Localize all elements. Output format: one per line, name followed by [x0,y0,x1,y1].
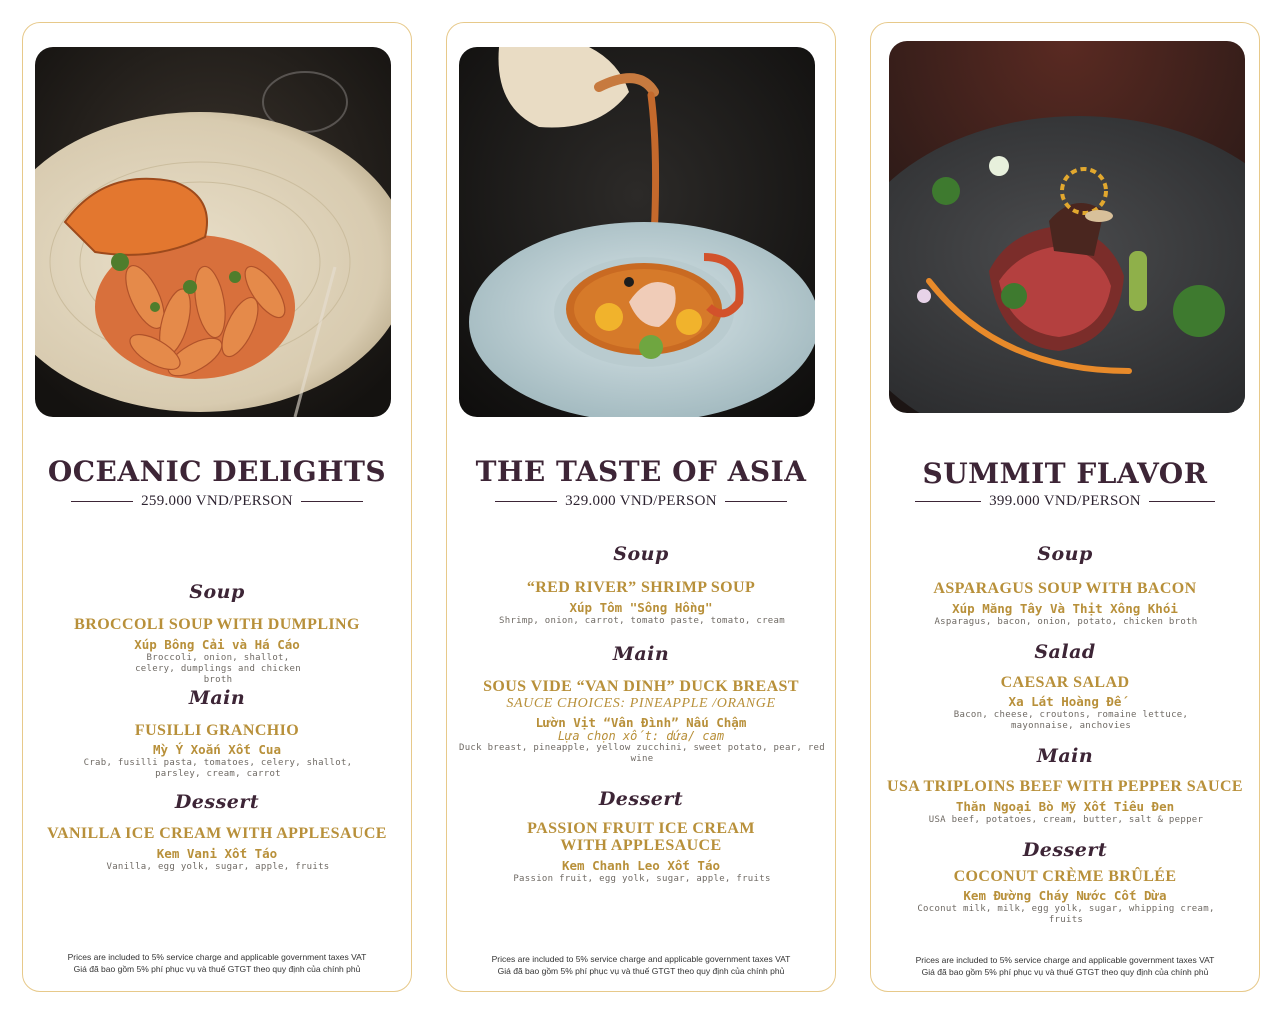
price-note [447,953,835,977]
dish-name-vn: Kem Đường Cháy Nước Cốt Dừa [963,888,1167,903]
price-note-en: Prices are included to 5% service charge and applicable government taxes VAT [915,955,1215,965]
course-label-main: Main [1036,745,1094,767]
price-note [871,954,1259,978]
dish-name-en: BROCCOLI SOUP WITH DUMPLING [74,616,360,633]
menu-card-taste-of-asia [446,22,836,992]
course-label-soup: Soup [189,581,245,603]
course-label-soup: Soup [613,543,669,565]
dish-name-en: USA TRIPLOINS BEEF WITH PEPPER SAUCE [887,778,1243,795]
dish-ingredients: Vanilla, egg yolk, sugar, apple, fruits [106,862,330,872]
divider-line [301,501,363,503]
dish-name-vn: Lườn Vịt “Vân Đình” Nấu Chậm [535,715,747,730]
dish-name-vn: Thăn Ngoại Bò Mỹ Xốt Tiêu Đen [955,799,1175,814]
price-note [23,951,411,975]
course-label-main: Main [612,643,670,665]
menu-price: 329.000 VND/PERSON [565,493,717,509]
dish-name-vn: Kem Chanh Leo Xốt Táo [561,858,721,873]
course-label-dessert: Dessert [598,788,684,810]
dish-ingredients: Asparagus, bacon, onion, potato, chicken broth [934,617,1198,627]
menu-title: OCEANIC DELIGHTS [47,455,387,488]
menu-price: 259.000 VND/PERSON [141,493,293,509]
price-note-en: Prices are included to 5% service charge and applicable government taxes VAT [67,952,367,962]
dish-ingredients: Shrimp, onion, carrot, tomato paste, tomato, cream [499,616,785,626]
dish-name-en-line2: WITH APPLESAUCE [560,837,722,854]
menu-card-oceanic-delights [22,22,412,992]
divider-line [1149,501,1215,503]
dish-name-en: VANILLA ICE CREAM WITH APPLESAUCE [47,825,387,842]
dish-ingredients: Broccoli, onion, shallot, celery, dumplings and chicken broth [135,653,301,685]
dish-name-en: “RED RIVER” SHRIMP SOUP [526,579,756,596]
price-note-vn: Giá đã bao gồm 5% phí phục vụ và thuế GTGT theo quy định của chính phủ [921,967,1209,977]
price-row [23,493,411,510]
dish-name-vn: Xúp Tôm "Sông Hồng" [569,600,713,615]
dish-name-en: FUSILLI GRANCHIO [134,722,300,739]
dish-ingredients: Bacon, cheese, croutons, romaine lettuce, mayonnaise, anchovies [953,710,1189,731]
dish-name-vn: Xúp Bông Cải và Há Cáo [134,637,300,652]
menu-card-summit-flavor [870,22,1260,992]
dish-name-vn: Mỳ Ý Xoắn Xốt Cua [153,742,281,757]
divider-line [725,501,787,503]
dish-sauce-choices: SAUCE CHOICES: PINEAPPLE /ORANGE [506,696,776,711]
dish-name-en: CAESAR SALAD [1000,674,1130,691]
price-row [447,493,835,510]
dish-sauce-choices-vn: Lựa chọn xốt: dứa/ cam [557,729,725,743]
divider-line [915,501,981,503]
shrimp-soup-photo [459,47,815,417]
beef-steak-photo [889,41,1245,413]
dish-name-vn: Kem Vani Xốt Táo [156,846,278,861]
menu-title: THE TASTE OF ASIA [475,455,807,488]
course-label-main: Main [188,687,246,709]
dish-ingredients: USA beef, potatoes, cream, butter, salt & pepper [928,815,1204,825]
dish-ingredients: Coconut milk, milk, egg yolk, sugar, whipping cream, fruits [917,904,1215,925]
course-label-dessert: Dessert [174,791,260,813]
course-label-dessert: Dessert [1022,839,1108,861]
divider-line [71,501,133,503]
menu-title: SUMMIT FLAVOR [922,457,1208,490]
price-note-vn: Giá đã bao gồm 5% phí phục vụ và thuế GTGT theo quy định của chính phủ [73,964,361,974]
course-label-salad: Salad [1034,641,1096,663]
divider-line [495,501,557,503]
pasta-crab-photo [35,47,391,417]
dish-ingredients: Passion fruit, egg yolk, sugar, apple, fruits [513,874,771,884]
dish-ingredients: Crab, fusilli pasta, tomatoes, celery, shallot, parsley, cream, carrot [83,758,353,779]
dish-ingredients: Duck breast, pineapple, yellow zucchini, sweet potato, pear, red wine [459,743,825,764]
dish-name-vn: Xúp Măng Tây Và Thịt Xông Khói [952,601,1178,616]
price-note-en: Prices are included to 5% service charge and applicable government taxes VAT [491,954,791,964]
dish-name-en: ASPARAGUS SOUP WITH BACON [933,580,1197,597]
menu-price: 399.000 VND/PERSON [989,493,1141,509]
dish-name-en: COCONUT CRÈME BRÛLÉE [953,868,1177,885]
dish-name-vn: Xa Lát Hoàng Đế [1008,694,1122,709]
dish-name-en: SOUS VIDE “VAN DINH” DUCK BREAST [483,678,799,695]
price-row [871,493,1259,510]
price-note-vn: Giá đã bao gồm 5% phí phục vụ và thuế GTGT theo quy định của chính phủ [497,966,785,976]
course-label-soup: Soup [1037,543,1093,565]
dish-name-en: PASSION FRUIT ICE CREAM [527,820,755,837]
